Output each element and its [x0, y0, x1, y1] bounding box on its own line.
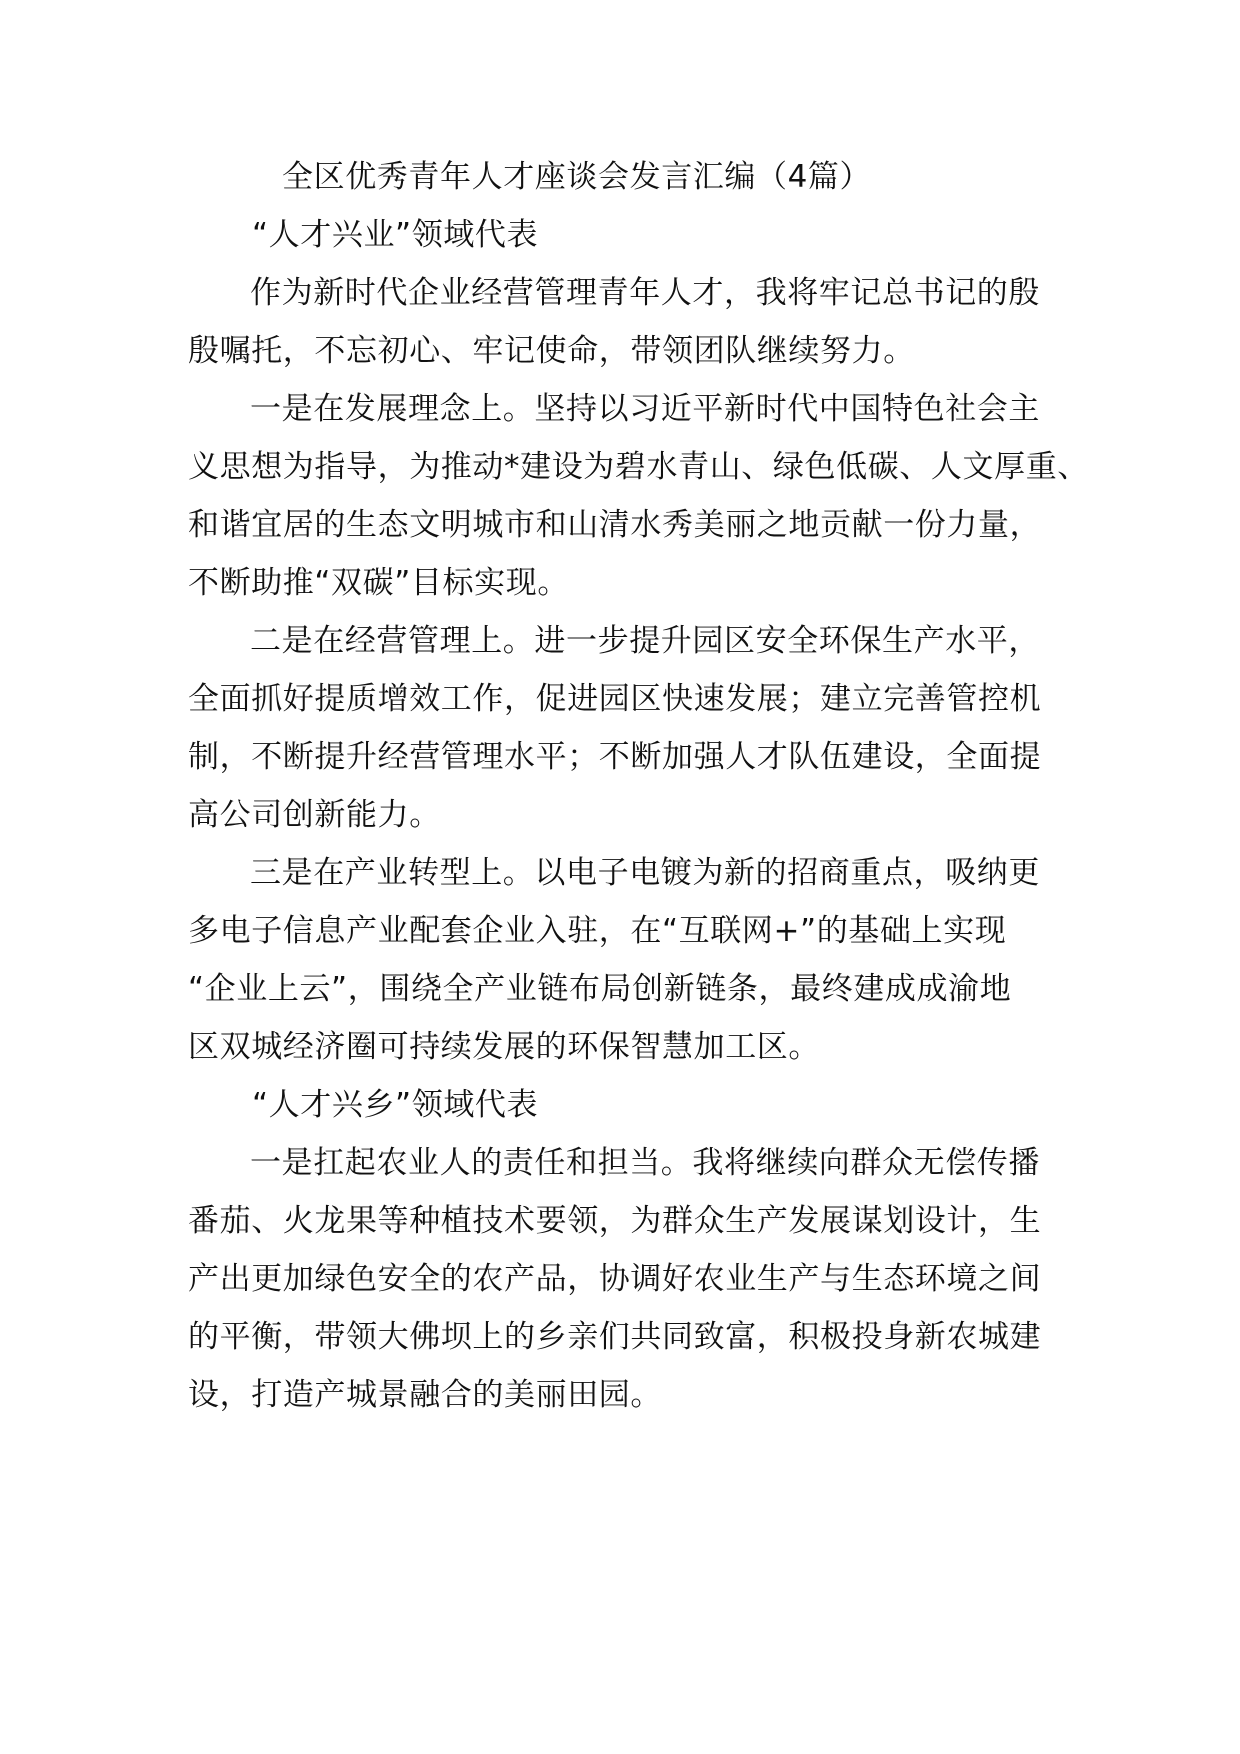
- section-heading: “人才兴业”领域代表: [252, 217, 539, 253]
- paragraph-line: 的平衡，带领大佛坝上的乡亲们共同致富，积极投身新农城建: [188, 1319, 1042, 1355]
- paragraph-line: “企业上云”，围绕全产业链布局创新链条，最终建成成渝地: [188, 971, 1012, 1007]
- paragraph-line: 作为新时代企业经营管理青年人才，我将牢记总书记的殷: [250, 275, 1040, 311]
- section-heading: “人才兴乡”领域代表: [252, 1087, 539, 1123]
- paragraph-line: 三是在产业转型上。以电子电镀为新的招商重点，吸纳更: [250, 855, 1040, 891]
- paragraph-line: 产出更加绿色安全的农产品，协调好农业生产与生态环境之间: [188, 1261, 1042, 1297]
- paragraph-line: 设，打造产城景融合的美丽田园。: [188, 1377, 662, 1413]
- document-title: 全区优秀青年人才座谈会发言汇编（4篇）: [282, 159, 872, 195]
- paragraph-line: 不断助推“双碳”目标实现。: [188, 565, 569, 601]
- paragraph-line: 义思想为指导，为推动*建设为碧水青山、绿色低碳、人文厚重、: [188, 449, 1089, 485]
- paragraph-line: 全面抓好提质增效工作，促进园区快速发展；建立完善管控机: [188, 681, 1042, 717]
- paragraph-line: 区双城经济圈可持续发展的环保智慧加工区。: [188, 1029, 820, 1065]
- paragraph-line: 和谐宜居的生态文明城市和山清水秀美丽之地贡献一份力量，: [188, 507, 1042, 543]
- paragraph-line: 番茄、火龙果等种植技术要领，为群众生产发展谋划设计，生: [188, 1203, 1042, 1239]
- paragraph-line: 一是在发展理念上。坚持以习近平新时代中国特色社会主: [250, 391, 1040, 427]
- paragraph-line: 二是在经营管理上。进一步提升园区安全环保生产水平，: [250, 623, 1040, 659]
- paragraph-line: 高公司创新能力。: [188, 797, 441, 833]
- paragraph-line: 多电子信息产业配套企业入驻，在“互联网+”的基础上实现: [188, 913, 1007, 949]
- paragraph-line: 一是扛起农业人的责任和担当。我将继续向群众无偿传播: [250, 1145, 1040, 1181]
- paragraph-line: 殷嘱托，不忘初心、牢记使命，带领团队继续努力。: [188, 333, 915, 369]
- paragraph-line: 制，不断提升经营管理水平；不断加强人才队伍建设，全面提: [188, 739, 1042, 775]
